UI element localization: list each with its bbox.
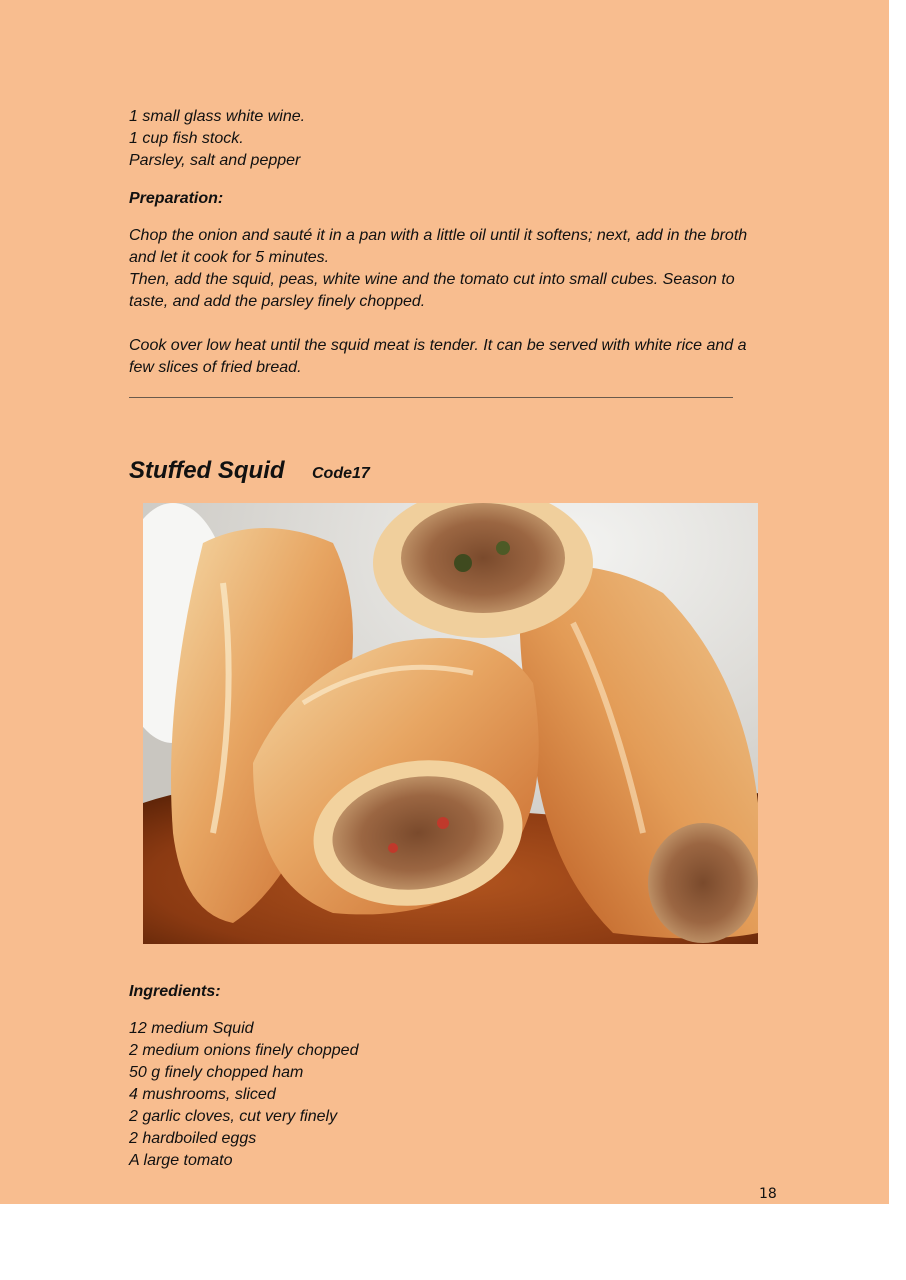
ingredient-item: A large tomato (129, 1152, 233, 1169)
ingredient-item: 4 mushrooms, sliced (129, 1086, 276, 1103)
ingredient-item: 2 medium onions finely chopped (129, 1042, 359, 1059)
ingredient-item: 2 garlic cloves, cut very finely (129, 1108, 338, 1125)
preparation-line: few slices of fried bread. (129, 359, 302, 376)
page-number: 18 (759, 1186, 777, 1202)
ingredient-item: 2 hardboiled eggs (129, 1130, 257, 1147)
section-divider (129, 397, 733, 398)
ingredient-item: 50 g finely chopped ham (129, 1064, 304, 1081)
preparation-line: taste, and add the parsley finely chopped. (129, 293, 426, 310)
ingredient-item: 12 medium Squid (129, 1020, 254, 1037)
recipe-title: Stuffed Squid (129, 457, 285, 484)
preparation-heading: Preparation: (129, 190, 224, 207)
ingredients-heading: Ingredients: (129, 983, 221, 1000)
ingredient-line: 1 small glass white wine. (129, 108, 306, 125)
ingredients-list (129, 1018, 789, 1172)
ingredient-line: Parsley, salt and pepper (129, 152, 301, 169)
ingredients-continued (129, 106, 789, 172)
stuffed-squid-photo (143, 503, 758, 944)
preparation-line: and let it cook for 5 minutes. (129, 249, 330, 266)
preparation-blank-line (129, 313, 789, 335)
recipe-code: Code17 (312, 465, 370, 482)
preparation-line: Cook over low heat until the squid meat is tender. It can be served with white rice and a (129, 337, 747, 354)
preparation-text (129, 225, 789, 379)
ingredient-line: 1 cup fish stock. (129, 130, 244, 147)
preparation-line: Chop the onion and sauté it in a pan with a little oil until it softens; next, add in the broth (129, 227, 748, 244)
preparation-line: Then, add the squid, peas, white wine and the tomato cut into small cubes. Season to (129, 271, 735, 288)
